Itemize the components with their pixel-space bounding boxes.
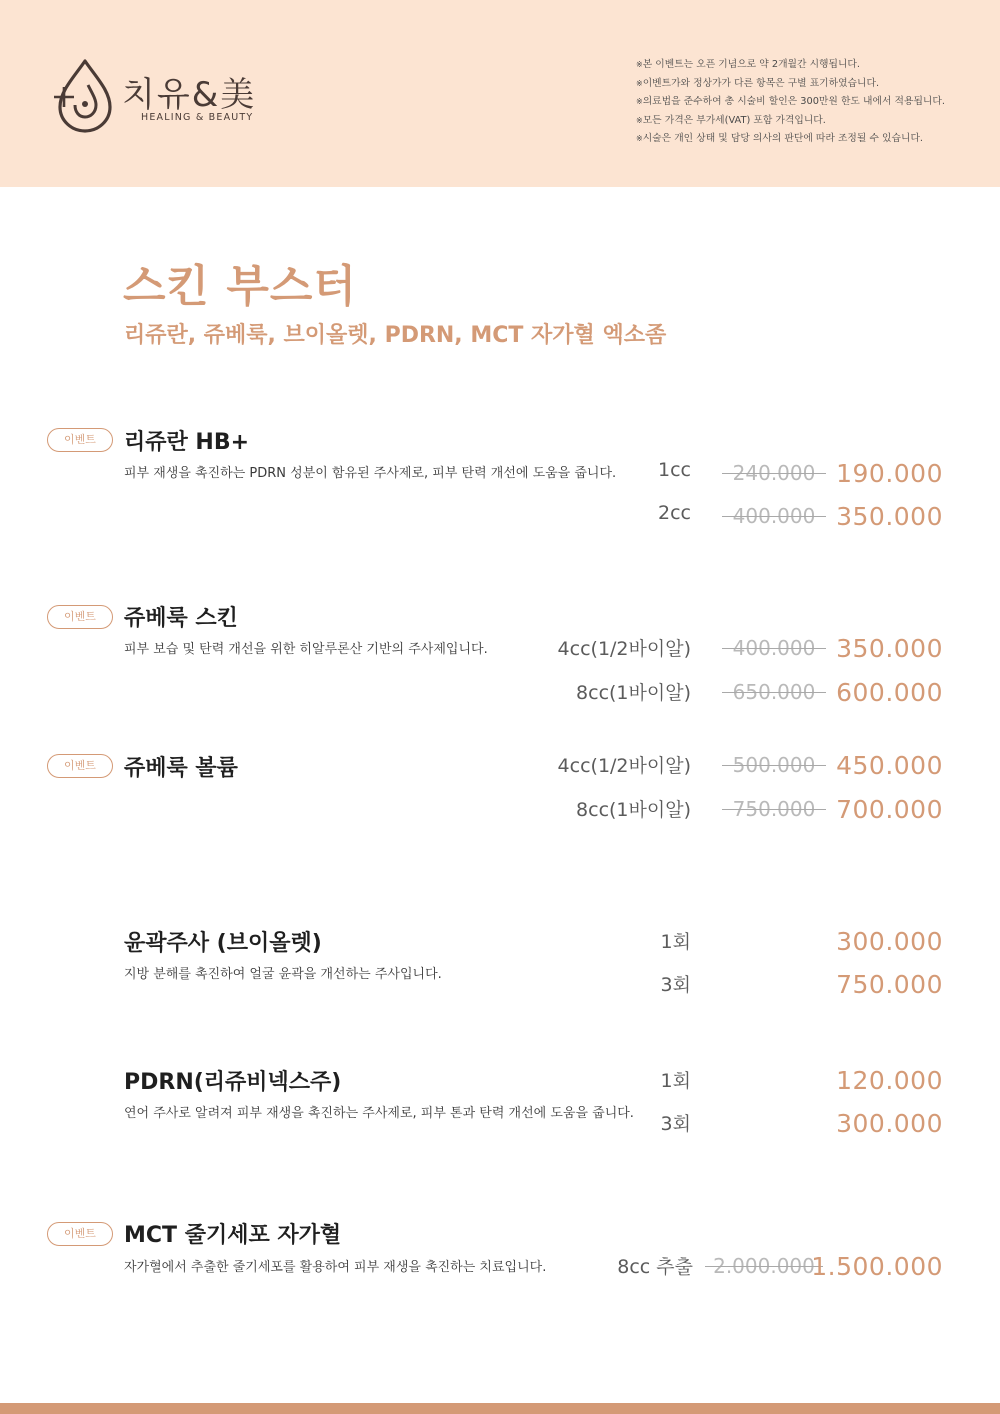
category-subtitle: 리쥬란, 쥬베룩, 브이올렛, PDRN, MCT 자가혈 엑소좀 bbox=[124, 323, 667, 348]
original-price: 240.000 bbox=[722, 461, 826, 485]
quantity-label: 1회 bbox=[660, 1070, 691, 1092]
price-row bbox=[0, 751, 1000, 785]
price-row bbox=[0, 1109, 1000, 1143]
notice-item: ※ 모든 가격은 부가세(VAT) 포함 가격입니다. bbox=[636, 112, 976, 131]
price-row bbox=[0, 634, 1000, 668]
price: 750.000 bbox=[836, 970, 943, 999]
item-name: 쥬베룩 스킨 bbox=[124, 606, 238, 631]
quantity-label: 8cc 추출 bbox=[617, 1256, 693, 1278]
item-name: MCT 줄기세포 자가혈 bbox=[124, 1223, 342, 1248]
item-description: 연어 주사로 알려져 피부 재생을 촉진하는 주사제로, 피부 톤과 탄력 개선에 도움을 줍니다. bbox=[124, 1106, 634, 1121]
quantity-label: 1회 bbox=[660, 931, 691, 953]
event-price: 700.000 bbox=[836, 795, 943, 824]
price-row bbox=[0, 927, 1000, 961]
bottom-accent-bar bbox=[0, 1403, 1000, 1414]
logo bbox=[52, 55, 282, 135]
quantity-label: 3회 bbox=[660, 974, 691, 996]
quantity-label: 8cc(1바이알) bbox=[576, 799, 691, 821]
logo-subtitle: HEALING & BEAUTY bbox=[141, 112, 254, 123]
original-price: 400.000 bbox=[722, 504, 826, 528]
quantity-label: 8cc(1바이알) bbox=[576, 682, 691, 704]
event-price: 600.000 bbox=[836, 678, 943, 707]
event-badge: 이벤트 bbox=[47, 1222, 113, 1246]
price-row bbox=[0, 502, 1000, 536]
item-name: PDRN(리쥬비넥스주) bbox=[124, 1070, 342, 1095]
event-price: 350.000 bbox=[836, 502, 943, 531]
original-price: 400.000 bbox=[722, 636, 826, 660]
notice-item: ※ 시술은 개인 상태 및 담당 의사의 판단에 따라 조정될 수 있습니다. bbox=[636, 130, 976, 149]
price: 120.000 bbox=[836, 1066, 943, 1095]
event-price: 350.000 bbox=[836, 634, 943, 663]
notice-item: ※ 이벤트가와 정상가가 다른 항목은 구별 표기하였습니다. bbox=[636, 75, 976, 94]
notice-item: ※ 의료법을 준수하여 총 시술비 할인은 300만원 한도 내에서 적용됩니다. bbox=[636, 93, 976, 112]
price: 300.000 bbox=[836, 1109, 943, 1138]
original-price: 750.000 bbox=[722, 797, 826, 821]
event-price: 190.000 bbox=[836, 459, 943, 488]
event-badge: 이벤트 bbox=[47, 605, 113, 629]
header-banner bbox=[0, 0, 1000, 187]
price-row bbox=[0, 459, 1000, 493]
event-price: 450.000 bbox=[836, 751, 943, 780]
item-description: 자가혈에서 추출한 줄기세포를 활용하여 피부 재생을 촉진하는 치료입니다. bbox=[124, 1260, 547, 1275]
price-row bbox=[0, 795, 1000, 829]
event-badge: 이벤트 bbox=[47, 428, 113, 452]
category-title: 스킨 부스터 bbox=[123, 261, 357, 312]
quantity-label: 4cc(1/2바이알) bbox=[557, 638, 691, 660]
quantity-label: 4cc(1/2바이알) bbox=[557, 755, 691, 777]
notice-item: ※ 본 이벤트는 오픈 기념으로 약 2개월간 시행됩니다. bbox=[636, 56, 976, 75]
item-description: 피부 재생을 촉진하는 PDRN 성분이 함유된 주사제로, 피부 탄력 개선에 도움을 줍니다. bbox=[124, 466, 617, 481]
price-row bbox=[0, 970, 1000, 1004]
price-row bbox=[0, 1252, 1000, 1286]
quantity-label: 2cc bbox=[658, 502, 691, 524]
logo-title: 치유&美 bbox=[122, 75, 257, 115]
original-price: 2.000.000 bbox=[705, 1254, 823, 1278]
notice-list bbox=[636, 56, 976, 149]
event-price: 1.500.000 bbox=[811, 1252, 943, 1281]
item-name: 윤곽주사 (브이올렛) bbox=[124, 931, 322, 956]
droplet-logo-icon bbox=[52, 55, 118, 135]
item-name: 리쥬란 HB+ bbox=[124, 430, 250, 455]
price-row bbox=[0, 1066, 1000, 1100]
quantity-label: 3회 bbox=[660, 1113, 691, 1135]
quantity-label: 1cc bbox=[658, 459, 691, 481]
original-price: 650.000 bbox=[722, 680, 826, 704]
item-description: 피부 보습 및 탄력 개선을 위한 히알루론산 기반의 주사제입니다. bbox=[124, 642, 488, 657]
event-badge: 이벤트 bbox=[47, 754, 113, 778]
item-description: 지방 분해를 촉진하여 얼굴 윤곽을 개선하는 주사입니다. bbox=[124, 967, 442, 982]
price-row bbox=[0, 678, 1000, 712]
original-price: 500.000 bbox=[722, 753, 826, 777]
price: 300.000 bbox=[836, 927, 943, 956]
item-name: 쥬베룩 볼륨 bbox=[124, 756, 238, 781]
